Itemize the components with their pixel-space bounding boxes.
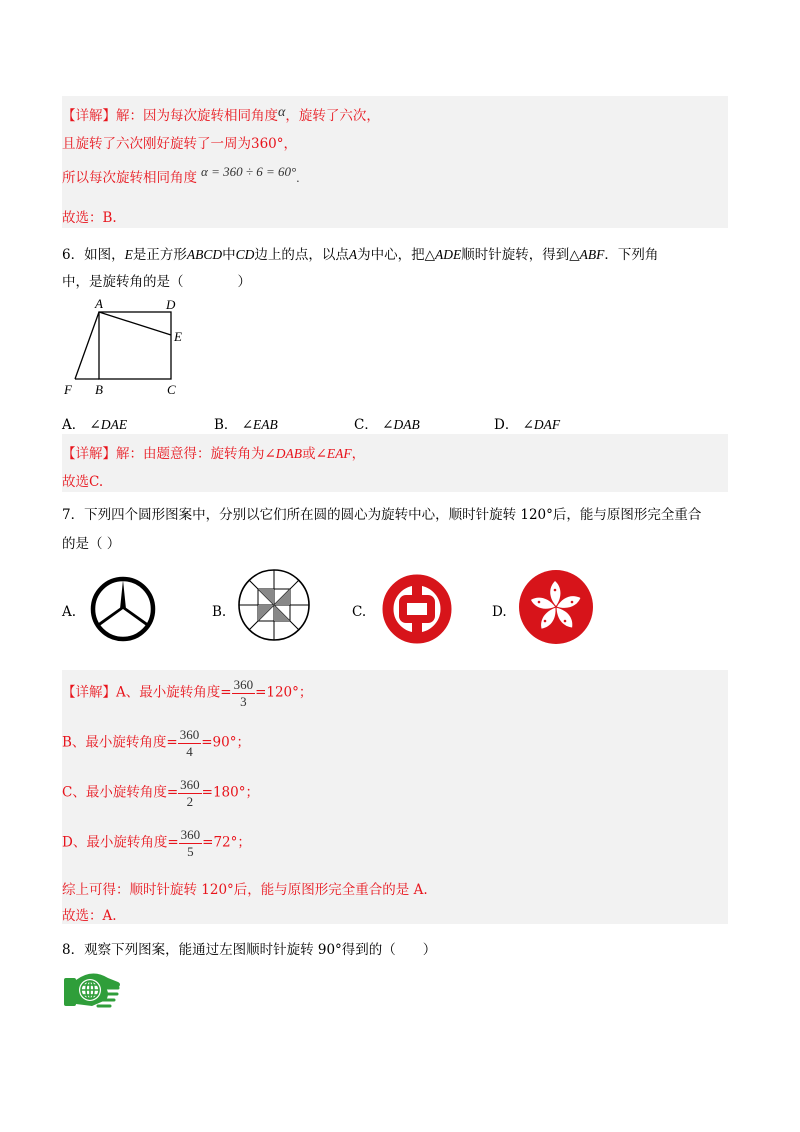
solution-q7-summary: 综上可得：顺时针旋转 120°后，能与原图形完全重合的是 A. xyxy=(62,882,428,898)
solution-box-q6 xyxy=(62,434,728,492)
question-7-line2: 的是（ ） xyxy=(62,536,121,552)
option-a[interactable]: A． ∠DAE xyxy=(62,417,128,433)
label-a: A xyxy=(95,296,103,311)
solution-q7-row-b: B、最小旋转角度= $\frac{360}{4}$ =90°； xyxy=(62,727,250,759)
solution-q7-row-d: D、最小旋转角度= $\frac{360}{5}$ =72°； xyxy=(62,827,251,859)
alpha-symbol: α xyxy=(278,105,286,120)
q7-option-b-label[interactable]: B. xyxy=(212,604,227,620)
solution-q5-line3: 所以每次旋转相同角度 α = 360 ÷ 6 = 60°. xyxy=(62,164,300,186)
option-d[interactable]: D． ∠DAF xyxy=(494,417,561,433)
bauhinia-flower-icon xyxy=(517,568,595,646)
label-c: C xyxy=(167,382,176,397)
question-8-line1: 8．观察下列图案，能通过左图顺时针旋转 90°得到的（ ） xyxy=(62,942,437,958)
solution-q6-answer: 故选C. xyxy=(62,474,104,490)
square-rotation-figure xyxy=(60,295,190,400)
solution-box-q7 xyxy=(62,670,728,924)
option-c[interactable]: C． ∠DAB xyxy=(354,417,420,433)
solution-box-q5 xyxy=(62,96,728,228)
mercedes-star-icon xyxy=(89,575,157,643)
solution-q5-line2: 且旋转了六次刚好旋转了一周为360°， xyxy=(62,136,298,152)
solution-q7-answer: 故选：A. xyxy=(62,908,117,924)
solution-q5-answer: 故选：B. xyxy=(62,210,117,226)
solution-q6-line1: 【详解】解：由题意得：旋转角为∠DAB或∠EAF， xyxy=(62,446,366,462)
solution-tag: 【详解】 xyxy=(62,108,116,124)
pinwheel-icon xyxy=(236,567,312,643)
solution-q5-line1: 【详解】解：因为每次旋转相同角度α，旋转了六次， xyxy=(62,105,380,124)
solution-q7-row-a: 【详解】A、最小旋转角度= $\frac{360}{3}$ =120°； xyxy=(62,677,313,709)
globe-hand-icon xyxy=(62,966,122,1014)
label-b: B xyxy=(95,382,103,397)
label-f: F xyxy=(64,382,72,397)
question-6-line1: 6．如图，E是正方形ABCD中CD边上的点，以点A为中心，把△ADE顺时针旋转，得到△ABF．下列角 xyxy=(62,247,659,263)
q7-option-c-label[interactable]: C. xyxy=(352,604,367,620)
option-b[interactable]: B． ∠EAB xyxy=(214,417,278,433)
bank-of-china-logo-icon xyxy=(381,573,453,645)
q7-option-d-label[interactable]: D. xyxy=(492,604,507,620)
solution-q7-row-c: C、最小旋转角度= $\frac{360}{2}$ =180°； xyxy=(62,777,259,809)
label-d: D xyxy=(166,297,176,312)
label-e: E xyxy=(174,329,182,344)
question-6-line2: 中，是旋转角的是（ ） xyxy=(62,274,251,290)
equation-image: α = 360 ÷ 6 = 60° xyxy=(201,164,297,179)
question-7-line1: 7．下列四个圆形图案中，分别以它们所在圆的圆心为旋转中心，顺时针旋转 120°后，能与原图形完全重合 xyxy=(62,507,702,523)
q7-option-a-label[interactable]: A. xyxy=(62,604,77,620)
